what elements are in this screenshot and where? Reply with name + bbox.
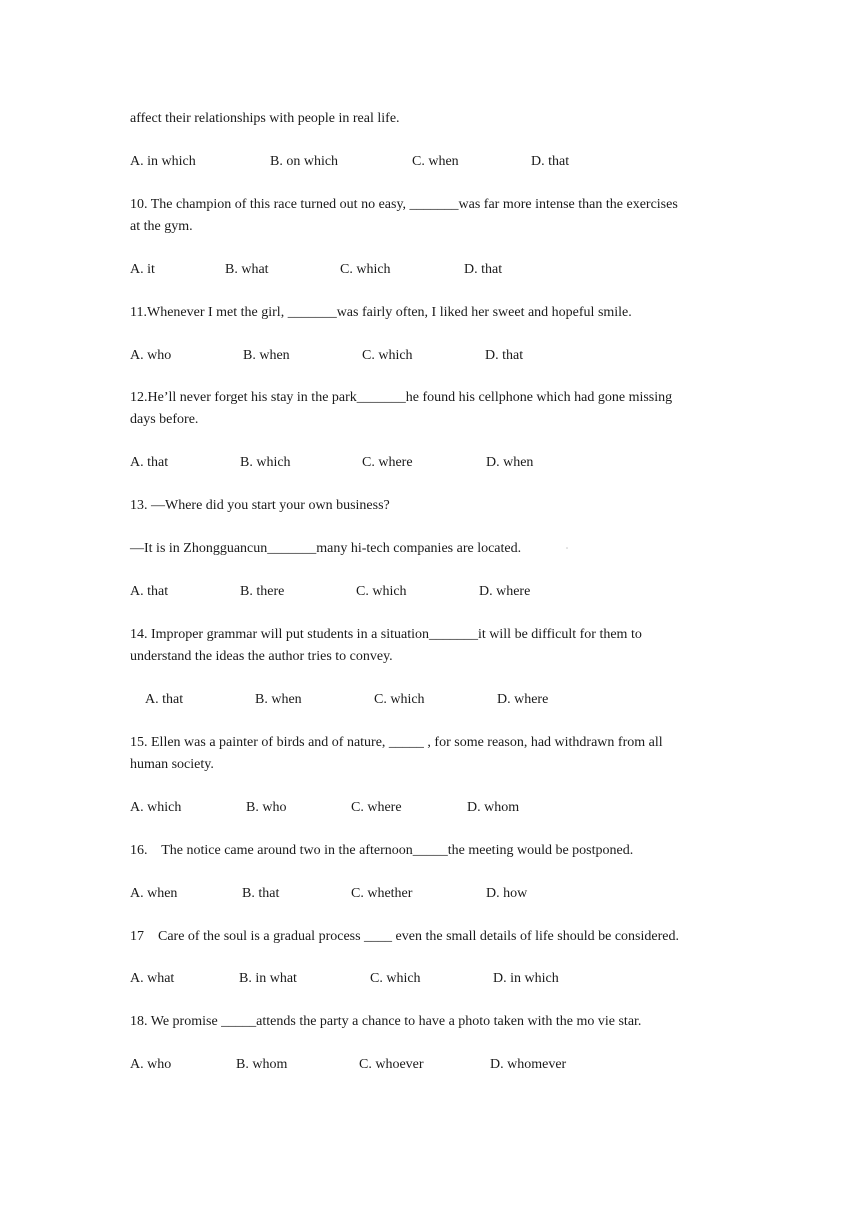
q15-option-a: A. which [130, 800, 182, 815]
q13-option-b: B. there [240, 584, 285, 599]
q13-option-d: D. where [479, 584, 531, 599]
q12-option-c: C. where [362, 455, 413, 470]
q13-option-c: C. which [356, 584, 407, 599]
q13-option-a: A. that [130, 584, 169, 599]
intro-line: affect their relationships with people in real life. [130, 111, 400, 126]
q9-option-c: C. when [412, 154, 459, 169]
q9-option-a: A. in which [130, 154, 196, 169]
q17-option-c: C. which [370, 971, 421, 986]
q10-option-c: C. which [340, 262, 391, 277]
q10-option-b: B. what [225, 262, 269, 277]
q14-option-d: D. where [497, 692, 549, 707]
q11-option-d: D. that [485, 348, 524, 363]
q15-stem-line1: 15. Ellen was a painter of birds and of nature, _____ , for some reason, had withdrawn from all [130, 735, 663, 750]
q14-option-a: A. that [145, 692, 184, 707]
q16-option-a: A. when [130, 886, 178, 901]
q14-stem-line1: 14. Improper grammar will put students in a situation_______it will be difficult for them to [130, 627, 642, 642]
q10-option-a: A. it [130, 262, 155, 277]
q16-option-b: B. that [242, 886, 280, 901]
q14-option-b: B. when [255, 692, 302, 707]
q17-stem-line1: 17 Care of the soul is a gradual process ____ even the small details of life should be considered. [130, 929, 679, 944]
q11-option-a: A. who [130, 348, 172, 363]
q16-option-d: D. how [486, 886, 528, 901]
q16-option-c: C. whether [351, 886, 413, 901]
q10-option-d: D. that [464, 262, 503, 277]
q14-stem-line2: understand the ideas the author tries to convey. [130, 649, 393, 664]
q10-stem-line2: at the gym. [130, 219, 193, 234]
q14-option-c: C. which [374, 692, 425, 707]
q18-option-d: D. whomever [490, 1057, 567, 1072]
q18-option-a: A. who [130, 1057, 172, 1072]
q13-stem-line2: —It is in Zhongguancun_______many hi-tech companies are located. [130, 541, 522, 556]
q11-option-b: B. when [243, 348, 290, 363]
q12-option-b: B. which [240, 455, 291, 470]
q11-stem-line1: 11.Whenever I met the girl, _______was fairly often, I liked her sweet and hopeful smile. [130, 305, 632, 320]
q18-stem-line1: 18. We promise _____attends the party a chance to have a photo taken with the mo vie star. [130, 1014, 642, 1029]
q18-option-b: B. whom [236, 1057, 288, 1072]
q15-option-c: C. where [351, 800, 402, 815]
q12-stem-line1: 12.He’ll never forget his stay in the park_______he found his cellphone which had gone missing [130, 390, 673, 405]
q16-stem-line1: 16. The notice came around two in the afternoon_____the meeting would be postponed. [130, 843, 634, 858]
q15-option-d: D. whom [467, 800, 520, 815]
q15-option-b: B. who [246, 800, 287, 815]
q11-option-c: C. which [362, 348, 413, 363]
q12-option-a: A. that [130, 455, 169, 470]
q17-option-a: A. what [130, 971, 175, 986]
q12-option-d: D. when [486, 455, 534, 470]
stray-mark: ▫ [566, 546, 569, 552]
q17-option-b: B. in what [239, 971, 297, 986]
q12-stem-line2: days before. [130, 412, 199, 427]
q18-option-c: C. whoever [359, 1057, 424, 1072]
q13-stem-line1: 13. —Where did you start your own business? [130, 498, 390, 513]
q9-option-b: B. on which [270, 154, 339, 169]
q15-stem-line2: human society. [130, 757, 214, 772]
q17-option-d: D. in which [493, 971, 559, 986]
q10-stem-line1: 10. The champion of this race turned out no easy, _______was far more intense than the exercises [130, 197, 678, 212]
q9-option-d: D. that [531, 154, 570, 169]
